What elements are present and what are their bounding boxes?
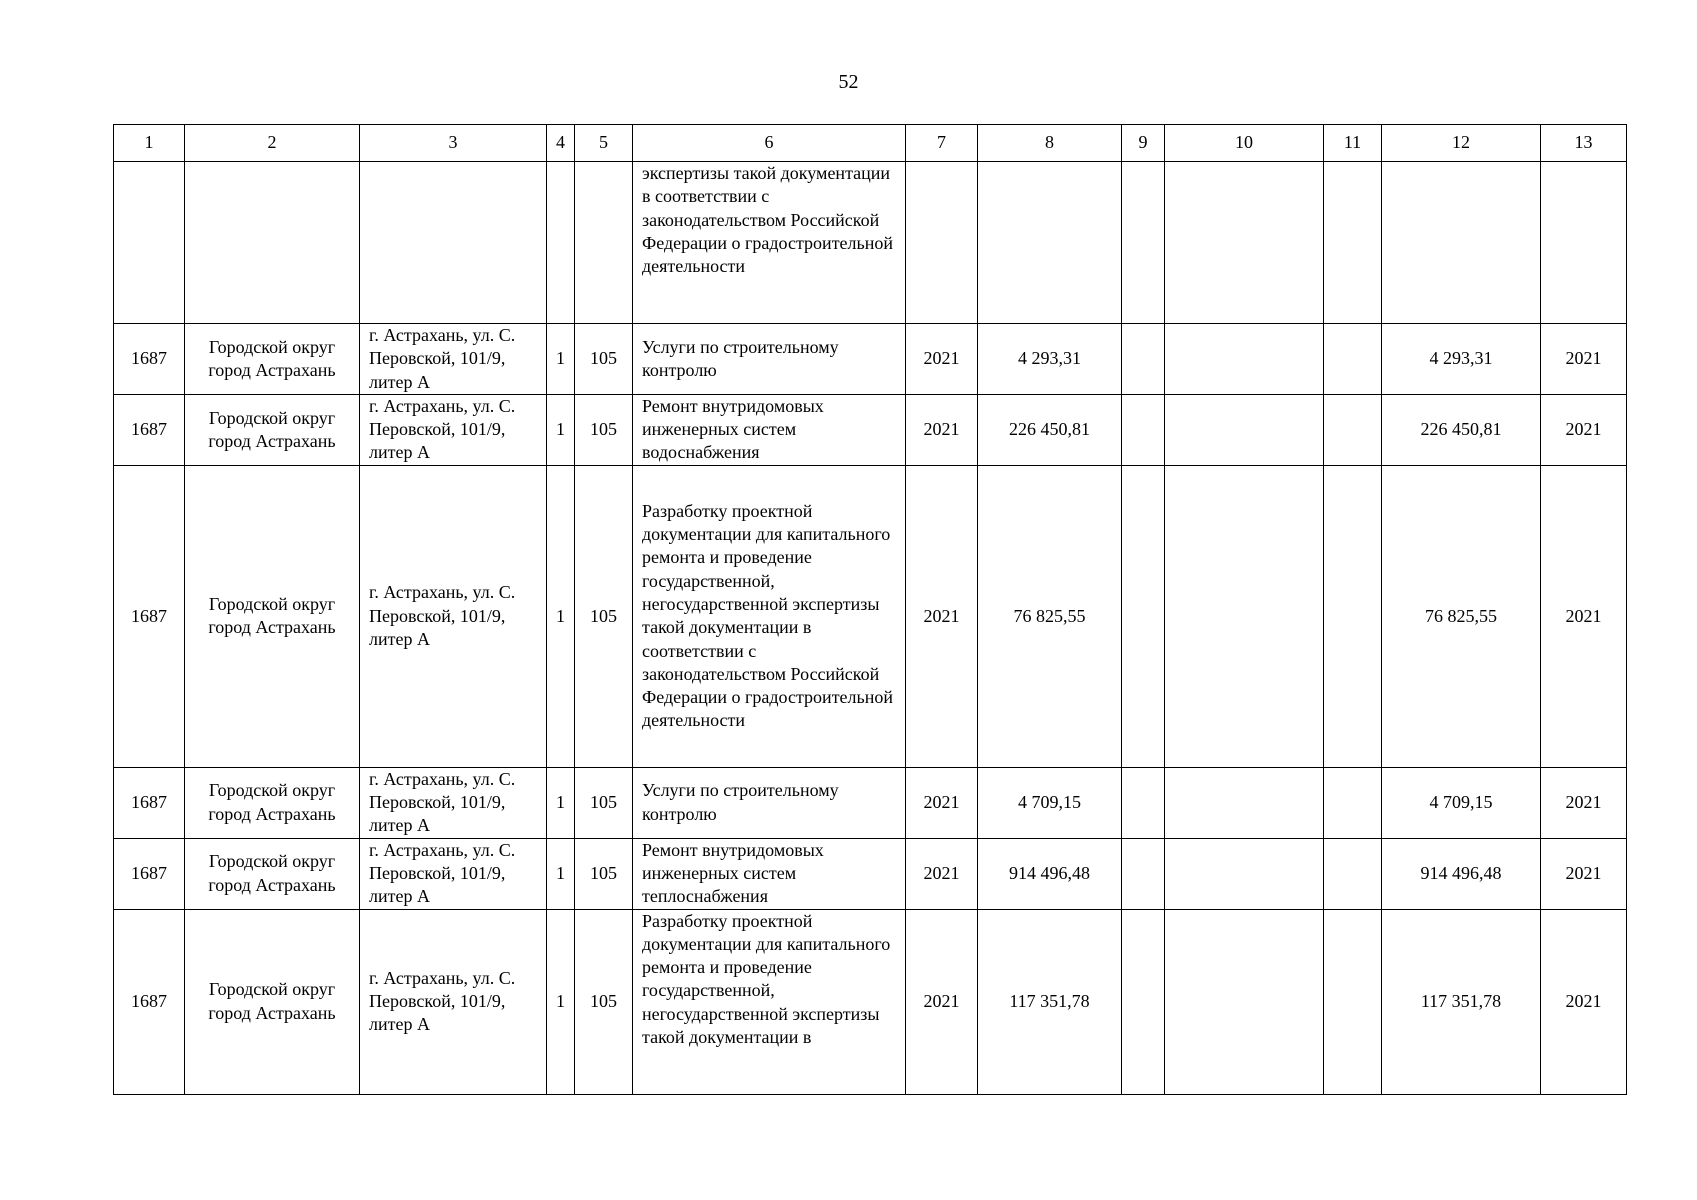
- cell-address: г. Астрахань, ул. С. Перовской, 101/9, литер А: [360, 838, 547, 909]
- cell-municipality: Городской округ город Астрахань: [185, 838, 360, 909]
- cell-address: [360, 162, 547, 324]
- cell-col5: 105: [575, 909, 633, 1094]
- table-row: [114, 324, 1627, 395]
- cell-col5: 105: [575, 394, 633, 465]
- cell-municipality: Городской округ город Астрахань: [185, 465, 360, 767]
- column-header: 13: [1541, 125, 1627, 162]
- cell-col12: 914 496,48: [1382, 838, 1541, 909]
- cell-municipality: Городской округ город Астрахань: [185, 324, 360, 395]
- cell-col12: 76 825,55: [1382, 465, 1541, 767]
- cell-col4: 1: [547, 394, 575, 465]
- cell-col13: 2021: [1541, 324, 1627, 395]
- cell-total: 76 825,55: [978, 465, 1122, 767]
- cell-col9: [1122, 394, 1165, 465]
- cell-col9: [1122, 465, 1165, 767]
- cell-address: г. Астрахань, ул. С. Перовской, 101/9, литер А: [360, 465, 547, 767]
- cell-address: г. Астрахань, ул. С. Перовской, 101/9, литер А: [360, 909, 547, 1094]
- cell-col10: [1165, 909, 1324, 1094]
- cell-municipality: Городской округ город Астрахань: [185, 909, 360, 1094]
- cell-year: 2021: [906, 324, 978, 395]
- cell-col9: [1122, 909, 1165, 1094]
- cell-index: 1687: [114, 394, 185, 465]
- cell-col5: [575, 162, 633, 324]
- cell-col12: 4 293,31: [1382, 324, 1541, 395]
- column-header: 2: [185, 125, 360, 162]
- column-header: 6: [633, 125, 906, 162]
- column-header: 9: [1122, 125, 1165, 162]
- cell-col11: [1324, 324, 1382, 395]
- cell-col12: 226 450,81: [1382, 394, 1541, 465]
- cell-col12: 4 709,15: [1382, 767, 1541, 838]
- cell-index: 1687: [114, 324, 185, 395]
- cell-total: 914 496,48: [978, 838, 1122, 909]
- cell-index: 1687: [114, 767, 185, 838]
- cell-municipality: Городской округ город Астрахань: [185, 767, 360, 838]
- cell-col13: 2021: [1541, 909, 1627, 1094]
- column-header: 4: [547, 125, 575, 162]
- cell-year: 2021: [906, 767, 978, 838]
- cell-total: 117 351,78: [978, 909, 1122, 1094]
- cell-col10: [1165, 465, 1324, 767]
- cell-col11: [1324, 767, 1382, 838]
- cell-description: Ремонт внутридомовых инженерных систем водоснабжения: [633, 394, 906, 465]
- cell-col13: 2021: [1541, 767, 1627, 838]
- column-header: 7: [906, 125, 978, 162]
- cell-year: 2021: [906, 394, 978, 465]
- cell-total: 226 450,81: [978, 394, 1122, 465]
- cell-address: г. Астрахань, ул. С. Перовской, 101/9, литер А: [360, 394, 547, 465]
- column-header: 3: [360, 125, 547, 162]
- column-header: 8: [978, 125, 1122, 162]
- cell-address: г. Астрахань, ул. С. Перовской, 101/9, литер А: [360, 324, 547, 395]
- cell-description: Разработку проектной документации для капитального ремонта и проведение государственной, негосударственной экспертизы такой документации в соответствии с законодательством Российской Федерации о градостроительной деятельности: [633, 465, 906, 767]
- cell-index: 1687: [114, 909, 185, 1094]
- table-row: [114, 162, 1627, 324]
- cell-col4: 1: [547, 324, 575, 395]
- cell-col11: [1324, 838, 1382, 909]
- cell-col10: [1165, 767, 1324, 838]
- cell-col4: 1: [547, 909, 575, 1094]
- cell-col13: [1541, 162, 1627, 324]
- page-number: 52: [838, 71, 859, 93]
- cell-col9: [1122, 838, 1165, 909]
- cell-year: [906, 162, 978, 324]
- cell-col5: 105: [575, 838, 633, 909]
- cell-description: Услуги по строительному контролю: [633, 767, 906, 838]
- cell-col11: [1324, 162, 1382, 324]
- header-row: [114, 125, 1627, 162]
- cell-col10: [1165, 394, 1324, 465]
- table-row: [114, 394, 1627, 465]
- cell-col10: [1165, 162, 1324, 324]
- cell-col11: [1324, 465, 1382, 767]
- cell-col4: 1: [547, 767, 575, 838]
- cell-description: экспертизы такой документации в соответствии с законодательством Российской Федерации о градостроительной деятельности: [633, 162, 906, 324]
- table-row: [114, 838, 1627, 909]
- cell-total: 4 293,31: [978, 324, 1122, 395]
- cell-col9: [1122, 767, 1165, 838]
- cell-col12: [1382, 162, 1541, 324]
- cell-total: 4 709,15: [978, 767, 1122, 838]
- column-header: 10: [1165, 125, 1324, 162]
- cell-description: Услуги по строительному контролю: [633, 324, 906, 395]
- cell-col13: 2021: [1541, 838, 1627, 909]
- cell-index: 1687: [114, 838, 185, 909]
- cell-col11: [1324, 394, 1382, 465]
- data-table: [113, 124, 1627, 1095]
- cell-col12: 117 351,78: [1382, 909, 1541, 1094]
- cell-col13: 2021: [1541, 394, 1627, 465]
- cell-col5: 105: [575, 465, 633, 767]
- table-row: [114, 465, 1627, 767]
- cell-col5: 105: [575, 767, 633, 838]
- cell-index: [114, 162, 185, 324]
- column-header: 5: [575, 125, 633, 162]
- column-header: 1: [114, 125, 185, 162]
- table-row: [114, 909, 1627, 1094]
- column-header: 11: [1324, 125, 1382, 162]
- cell-total: [978, 162, 1122, 324]
- cell-col4: 1: [547, 838, 575, 909]
- cell-col9: [1122, 162, 1165, 324]
- cell-col10: [1165, 324, 1324, 395]
- cell-col4: 1: [547, 465, 575, 767]
- cell-year: 2021: [906, 838, 978, 909]
- cell-col9: [1122, 324, 1165, 395]
- cell-description: Ремонт внутридомовых инженерных систем теплоснабжения: [633, 838, 906, 909]
- cell-col13: 2021: [1541, 465, 1627, 767]
- cell-col5: 105: [575, 324, 633, 395]
- cell-col11: [1324, 909, 1382, 1094]
- column-header: 12: [1382, 125, 1541, 162]
- cell-address: г. Астрахань, ул. С. Перовской, 101/9, литер А: [360, 767, 547, 838]
- cell-index: 1687: [114, 465, 185, 767]
- cell-municipality: Городской округ город Астрахань: [185, 394, 360, 465]
- cell-col4: [547, 162, 575, 324]
- cell-description: Разработку проектной документации для капитального ремонта и проведение государственной, негосударственной экспертизы такой документации в: [633, 909, 906, 1094]
- cell-year: 2021: [906, 465, 978, 767]
- table-row: [114, 767, 1627, 838]
- cell-municipality: [185, 162, 360, 324]
- cell-col10: [1165, 838, 1324, 909]
- cell-year: 2021: [906, 909, 978, 1094]
